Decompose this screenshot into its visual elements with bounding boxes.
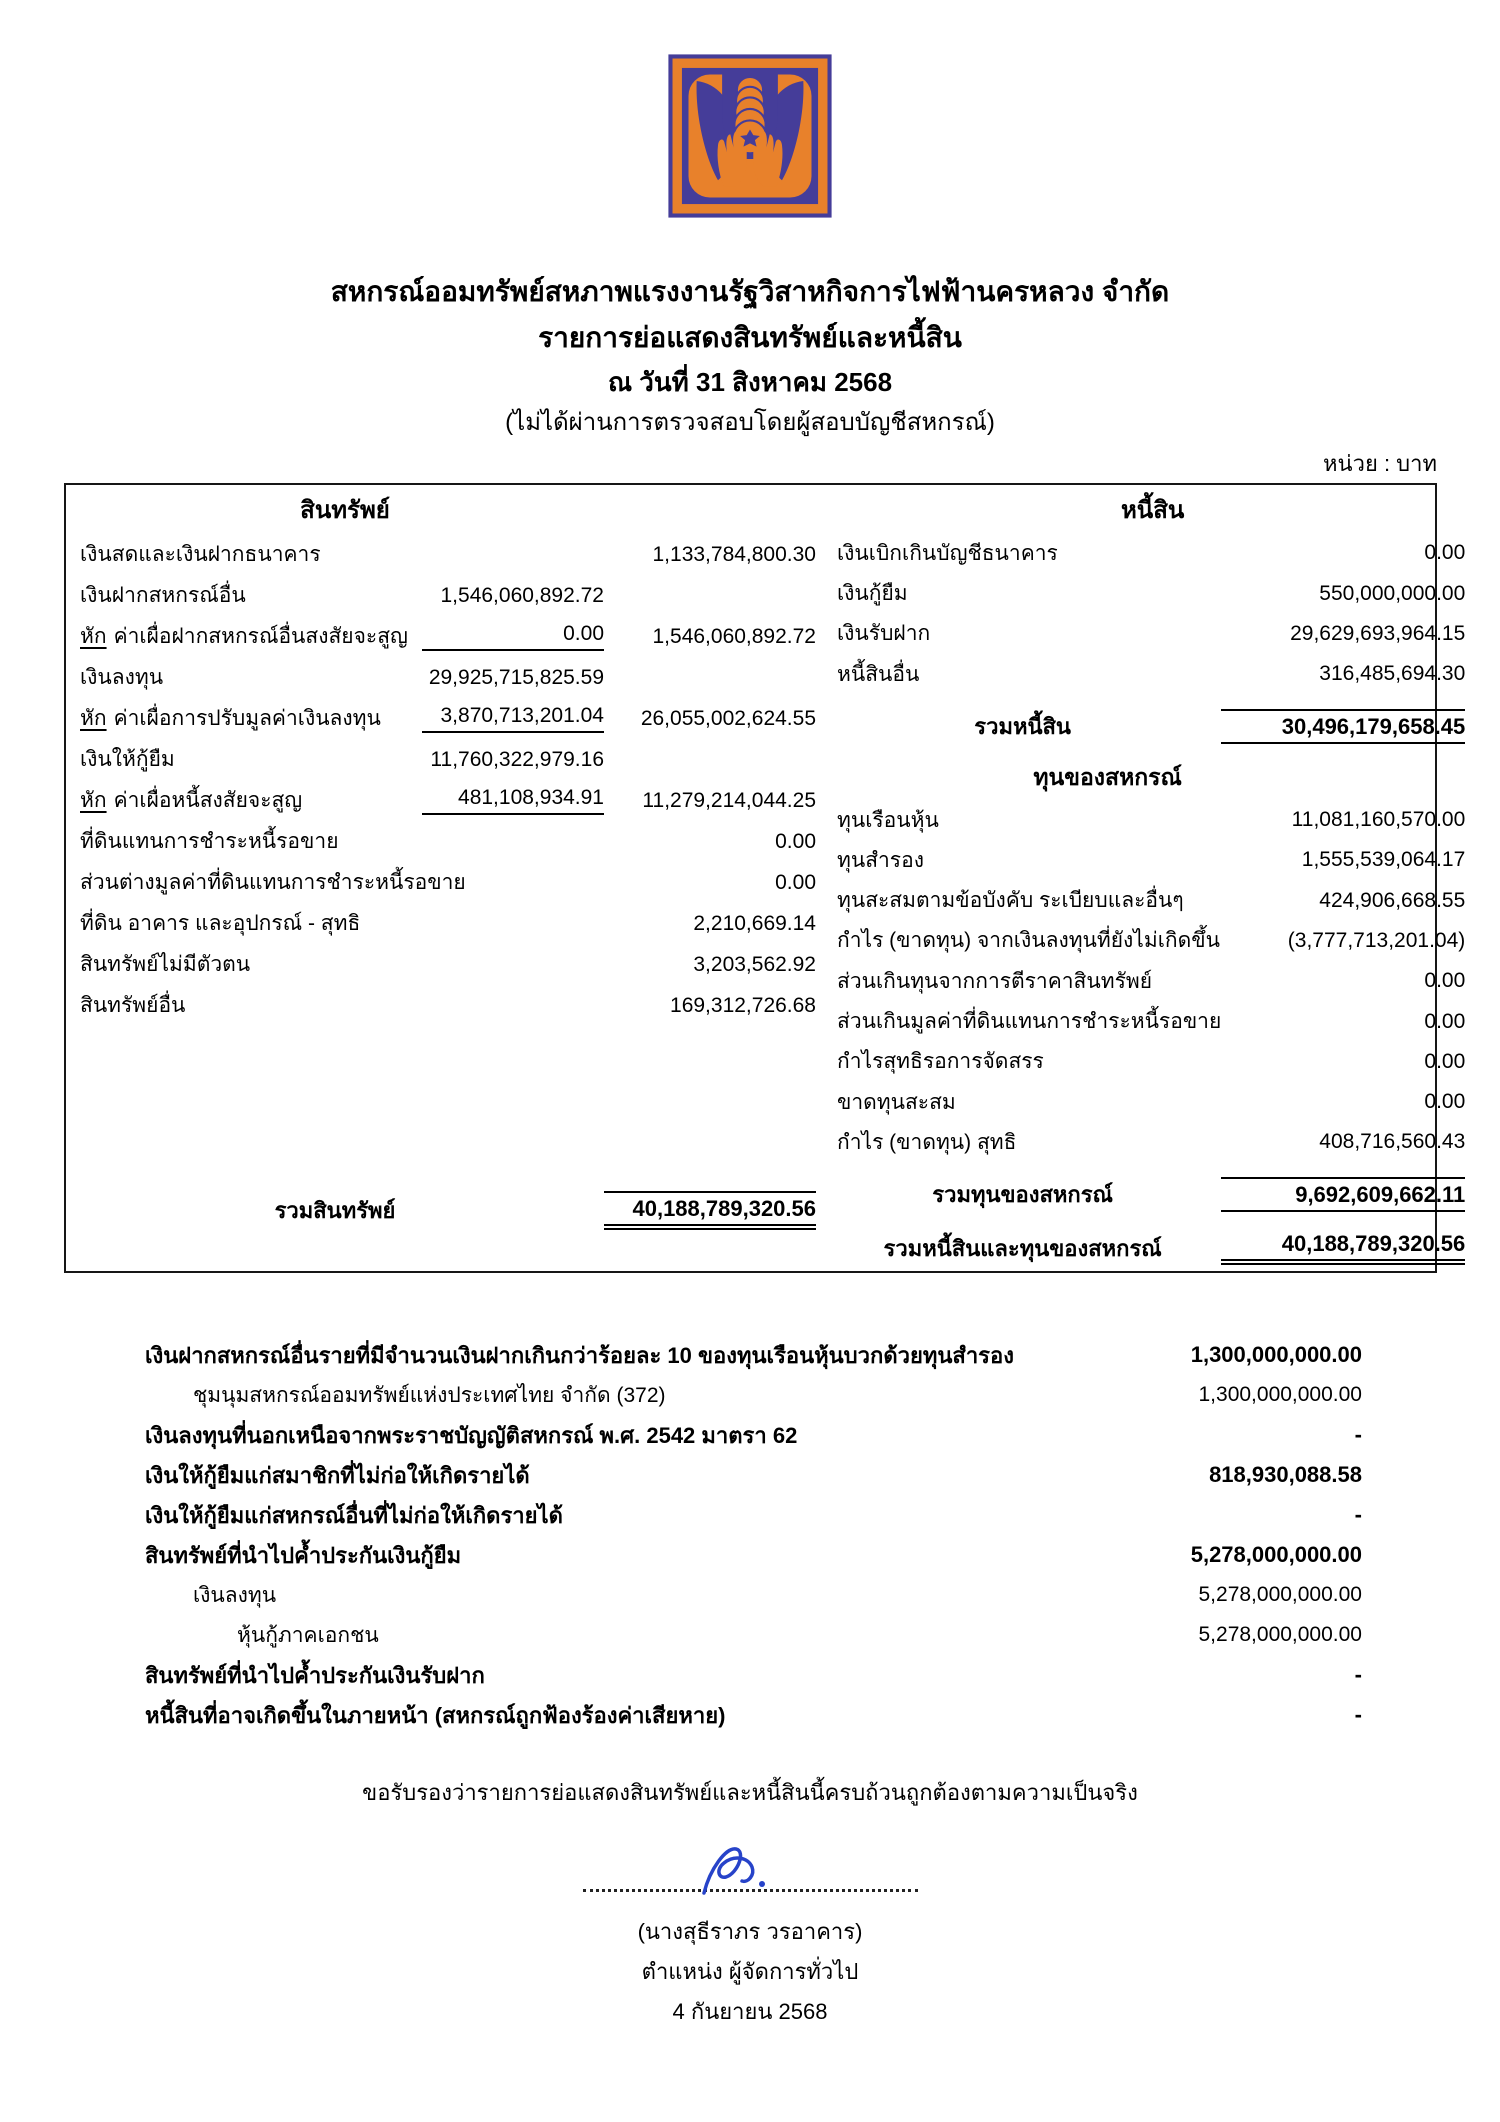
note-value: 5,278,000,000.00 — [1198, 1623, 1362, 1646]
equity-amount: 0.00 — [1424, 969, 1466, 993]
equity-label: กำไรสุทธิรอการจัดสรร — [837, 1050, 1044, 1074]
asset-row-cash — [66, 534, 824, 575]
note-label: สินทรัพย์ที่นำไปค้ำประกันเงินกู้ยืม — [145, 1542, 462, 1568]
asset-label: ส่วนต่างมูลค่าที่ดินแทนการชำระหนี้รอขาย — [80, 871, 466, 894]
liabilities-total-amount: 30,496,179,658.45 — [1221, 709, 1465, 744]
asset-amount-sub: 11,760,322,979.16 — [430, 747, 604, 771]
asset-row-loans — [66, 739, 824, 780]
equity-row-asset-revaluation-surplus — [824, 961, 1481, 1001]
note-label: เงินลงทุนที่นอกเหนือจากพระราชบัญญัติสหกรณ์ พ.ศ. 2542 มาตรา 62 — [145, 1422, 798, 1448]
equity-total-amount: 9,692,609,662.11 — [1221, 1177, 1465, 1212]
asset-label: ค่าเผื่อหนี้สงสัยจะสูญ — [113, 789, 303, 812]
asset-row-land-value-difference — [66, 862, 824, 903]
equity-header: ทุนของสหกรณ์ — [1033, 764, 1182, 791]
assets-total-row — [66, 1187, 824, 1233]
asset-row-other-assets — [66, 985, 824, 1026]
unit-label: หน่วย : บาท — [1323, 451, 1437, 476]
signature-date: 4 กันยายน 2568 — [672, 1999, 828, 2024]
asset-amount-sub: 29,925,715,825.59 — [428, 665, 604, 689]
equity-amount: 11,081,160,570.00 — [1291, 808, 1466, 832]
asset-label: เงินลงทุน — [80, 666, 164, 689]
note-label: หนี้สินที่อาจเกิดขึ้นในภายหน้า (สหกรณ์ถูกฟ้องร้องค่าเสียหาย) — [145, 1702, 726, 1728]
asset-label: เงินสดและเงินฝากธนาคาร — [80, 543, 321, 566]
note-row-large-deposits — [145, 1335, 1362, 1375]
asset-label: สินทรัพย์อื่น — [80, 994, 186, 1017]
asset-amount-sub: 481,108,934.91 — [422, 786, 604, 815]
asset-label: ที่ดินแทนการชำระหนี้รอขาย — [80, 830, 339, 853]
note-row-fsct-deposit — [145, 1375, 1362, 1415]
note-label: เงินลงทุน — [193, 1583, 277, 1607]
asset-amount: 169,312,726.68 — [670, 993, 816, 1017]
note-label: สินทรัพย์ที่นำไปค้ำประกันเงินรับฝาก — [145, 1662, 485, 1688]
liability-row-bank-overdraft — [824, 533, 1481, 573]
note-row-investments-outside-act — [145, 1415, 1362, 1455]
asset-row-deposits-other-coops — [66, 575, 824, 616]
assets-total-label: รวมสินทรัพย์ — [274, 1197, 396, 1223]
liabilities-column — [824, 490, 1481, 1271]
note-value: 5,278,000,000.00 — [1198, 1583, 1362, 1606]
asset-amount-sub: 1,546,060,892.72 — [440, 583, 604, 607]
equity-amount: 0.00 — [1424, 1009, 1466, 1033]
equity-label: ส่วนเกินทุนจากการตีราคาสินทรัพย์ — [837, 969, 1152, 993]
liability-amount: 0.00 — [1424, 541, 1466, 565]
logo-container — [0, 0, 1500, 225]
org-name: สหกรณ์ออมทรัพย์สหภาพแรงงานรัฐวิสาหกิจการไฟฟ้านครหลวง จำกัด — [330, 276, 1170, 307]
equity-amount: 1,555,539,064.17 — [1301, 848, 1466, 872]
asset-row-allowance-coop-deposits — [66, 616, 824, 657]
asset-amount: 1,546,060,892.72 — [652, 624, 816, 648]
asset-amount-sub: 3,870,713,201.04 — [422, 704, 604, 733]
equity-row-accumulated-funds — [824, 881, 1481, 921]
note-row-npl-other-coops — [145, 1495, 1362, 1535]
equity-row-unallocated-profit — [824, 1042, 1481, 1082]
liability-amount: 316,485,694.30 — [1319, 662, 1466, 686]
equity-total-label: รวมทุนของสหกรณ์ — [932, 1181, 1113, 1207]
note-value: 1,300,000,000.00 — [1198, 1383, 1362, 1406]
equity-amount: 424,906,668.55 — [1319, 888, 1466, 912]
note-value: - — [1354, 1502, 1362, 1527]
asset-amount: 3,203,562.92 — [693, 952, 816, 976]
signatory-position: ตำแหน่ง ผู้จัดการทั่วไป — [641, 1959, 859, 1984]
equity-row-reserve-fund — [824, 840, 1481, 880]
equity-label: กำไร (ขาดทุน) สุทธิ — [837, 1130, 1017, 1154]
note-row-assets-pledged-deposits — [145, 1655, 1362, 1695]
asset-label: เงินฝากสหกรณ์อื่น — [80, 584, 246, 607]
note-row-private-debentures — [145, 1615, 1362, 1655]
grand-total-label: รวมหนี้สินและทุนของสหกรณ์ — [883, 1235, 1162, 1261]
asset-label: ที่ดิน อาคาร และอุปกรณ์ - สุทธิ — [80, 912, 361, 935]
equity-row-share-capital — [824, 800, 1481, 840]
note-label: เงินให้กู้ยืมแก่สหกรณ์อื่นที่ไม่ก่อให้เกิดรายได้ — [145, 1502, 563, 1528]
equity-amount: 408,716,560.43 — [1319, 1130, 1466, 1154]
note-row-assets-pledged-loans — [145, 1535, 1362, 1575]
liabilities-header: หนี้สิน — [1120, 497, 1185, 524]
note-value: - — [1354, 1662, 1362, 1687]
asset-row-allowance-investment-revaluation — [66, 698, 824, 739]
liability-label: หนี้สินอื่น — [837, 662, 920, 686]
asset-amount: 0.00 — [775, 870, 816, 894]
note-label: เงินให้กู้ยืมแก่สมาชิกที่ไม่ก่อให้เกิดรายได้ — [145, 1462, 530, 1488]
equity-amount: 0.00 — [1424, 1049, 1466, 1073]
equity-label: ทุนสะสมตามข้อบังคับ ระเบียบและอื่นๆ — [837, 889, 1184, 913]
audit-note: (ไม่ได้ผ่านการตรวจสอบโดยผู้สอบบัญชีสหกรณ์) — [505, 409, 995, 436]
equity-label: กำไร (ขาดทุน) จากเงินลงทุนที่ยังไม่เกิดขึ้น — [837, 929, 1220, 953]
liabilities-equity-grand-total-row — [824, 1226, 1481, 1271]
certification-statement: ขอรับรองว่ารายการย่อแสดงสินทรัพย์และหนี้สินนี้ครบถ้วนถูกต้องตามความเป็นจริง — [362, 1780, 1138, 1805]
asset-label: สินทรัพย์ไม่มีตัวตน — [80, 953, 251, 976]
liability-amount: 29,629,693,964.15 — [1290, 621, 1466, 645]
as-of-date: ณ วันที่ 31 สิงหาคม 2568 — [607, 367, 893, 397]
equity-label: ขาดทุนสะสม — [837, 1090, 956, 1114]
note-value: - — [1354, 1702, 1362, 1727]
coop-logo-icon — [668, 52, 832, 220]
liabilities-total-label: รวมหนี้สิน — [974, 713, 1071, 739]
liability-row-other-liabilities — [824, 654, 1481, 694]
asset-label: ค่าเผื่อการปรับมูลค่าเงินลงทุน — [113, 707, 381, 730]
asset-amount: 11,279,214,044.25 — [642, 788, 816, 812]
equity-total-row — [824, 1172, 1481, 1217]
liability-label: เงินกู้ยืม — [837, 582, 908, 606]
assets-total-amount: 40,188,789,320.56 — [604, 1191, 816, 1230]
asset-label: ค่าเผื่อฝากสหกรณ์อื่นสงสัยจะสูญ — [113, 625, 408, 648]
assets-header: สินทรัพย์ — [300, 497, 390, 524]
note-label: หุ้นกู้ภาคเอกชน — [237, 1623, 379, 1647]
signature-line — [583, 1889, 918, 1892]
balance-sheet-table — [64, 483, 1466, 1273]
deduction-prefix: หัก — [80, 789, 107, 812]
liability-row-borrowings — [824, 574, 1481, 614]
equity-amount: (3,777,713,201.04) — [1287, 928, 1466, 952]
assets-column — [66, 490, 824, 1271]
note-value: 818,930,088.58 — [1209, 1462, 1362, 1487]
equity-label: ทุนสำรอง — [837, 848, 924, 872]
equity-amount: 0.00 — [1424, 1090, 1466, 1114]
note-value: 5,278,000,000.00 — [1190, 1542, 1362, 1567]
liability-amount: 550,000,000.00 — [1319, 581, 1466, 605]
equity-row-net-profit-loss — [824, 1122, 1481, 1162]
asset-amount: 1,133,784,800.30 — [652, 542, 816, 566]
document-title: รายการย่อแสดงสินทรัพย์และหนี้สิน — [538, 322, 962, 353]
note-label: ชุมนุมสหกรณ์ออมทรัพย์แห่งประเทศไทย จำกัด (372) — [193, 1383, 666, 1407]
note-value: - — [1354, 1422, 1362, 1447]
deduction-prefix: หัก — [80, 707, 107, 730]
asset-amount: 26,055,002,624.55 — [640, 706, 816, 730]
equity-label: ส่วนเกินมูลค่าที่ดินแทนการชำระหนี้รอขาย — [837, 1010, 1222, 1034]
liability-label: เงินเบิกเกินบัญชีธนาคาร — [837, 541, 1058, 565]
disclosure-notes — [145, 1335, 1362, 1735]
deduction-prefix: หัก — [80, 625, 107, 648]
asset-label: เงินให้กู้ยืม — [80, 748, 175, 771]
asset-amount: 2,210,669.14 — [693, 911, 816, 935]
equity-row-unrealized-gain-loss — [824, 921, 1481, 961]
equity-row-accumulated-loss — [824, 1082, 1481, 1122]
asset-amount-sub: 0.00 — [422, 622, 604, 651]
note-row-npl-members — [145, 1455, 1362, 1495]
note-row-contingent-liabilities — [145, 1695, 1362, 1735]
equity-section-row — [824, 757, 1481, 800]
liability-label: เงินรับฝาก — [837, 622, 931, 646]
asset-row-allowance-doubtful-debt — [66, 780, 824, 821]
equity-row-land-surplus — [824, 1001, 1481, 1041]
asset-row-land-awaiting-sale — [66, 821, 824, 862]
grand-total-amount: 40,188,789,320.56 — [1221, 1231, 1465, 1265]
note-row-pledged-investments — [145, 1575, 1362, 1615]
equity-label: ทุนเรือนหุ้น — [837, 808, 939, 832]
signature-block — [0, 1839, 1500, 2032]
asset-row-investments — [66, 657, 824, 698]
asset-row-property-equipment — [66, 903, 824, 944]
signatory-name: (นางสุธีราภร วรอาคาร) — [637, 1919, 863, 1944]
note-value: 1,300,000,000.00 — [1190, 1342, 1362, 1367]
asset-amount: 0.00 — [775, 829, 816, 853]
liabilities-total-row — [824, 703, 1481, 748]
note-label: เงินฝากสหกรณ์อื่นรายที่มีจำนวนเงินฝากเกินกว่าร้อยละ 10 ของทุนเรือนหุ้นบวกด้วยทุนสำรอง — [145, 1342, 1014, 1368]
liability-row-deposits — [824, 614, 1481, 654]
asset-row-intangible-assets — [66, 944, 824, 985]
